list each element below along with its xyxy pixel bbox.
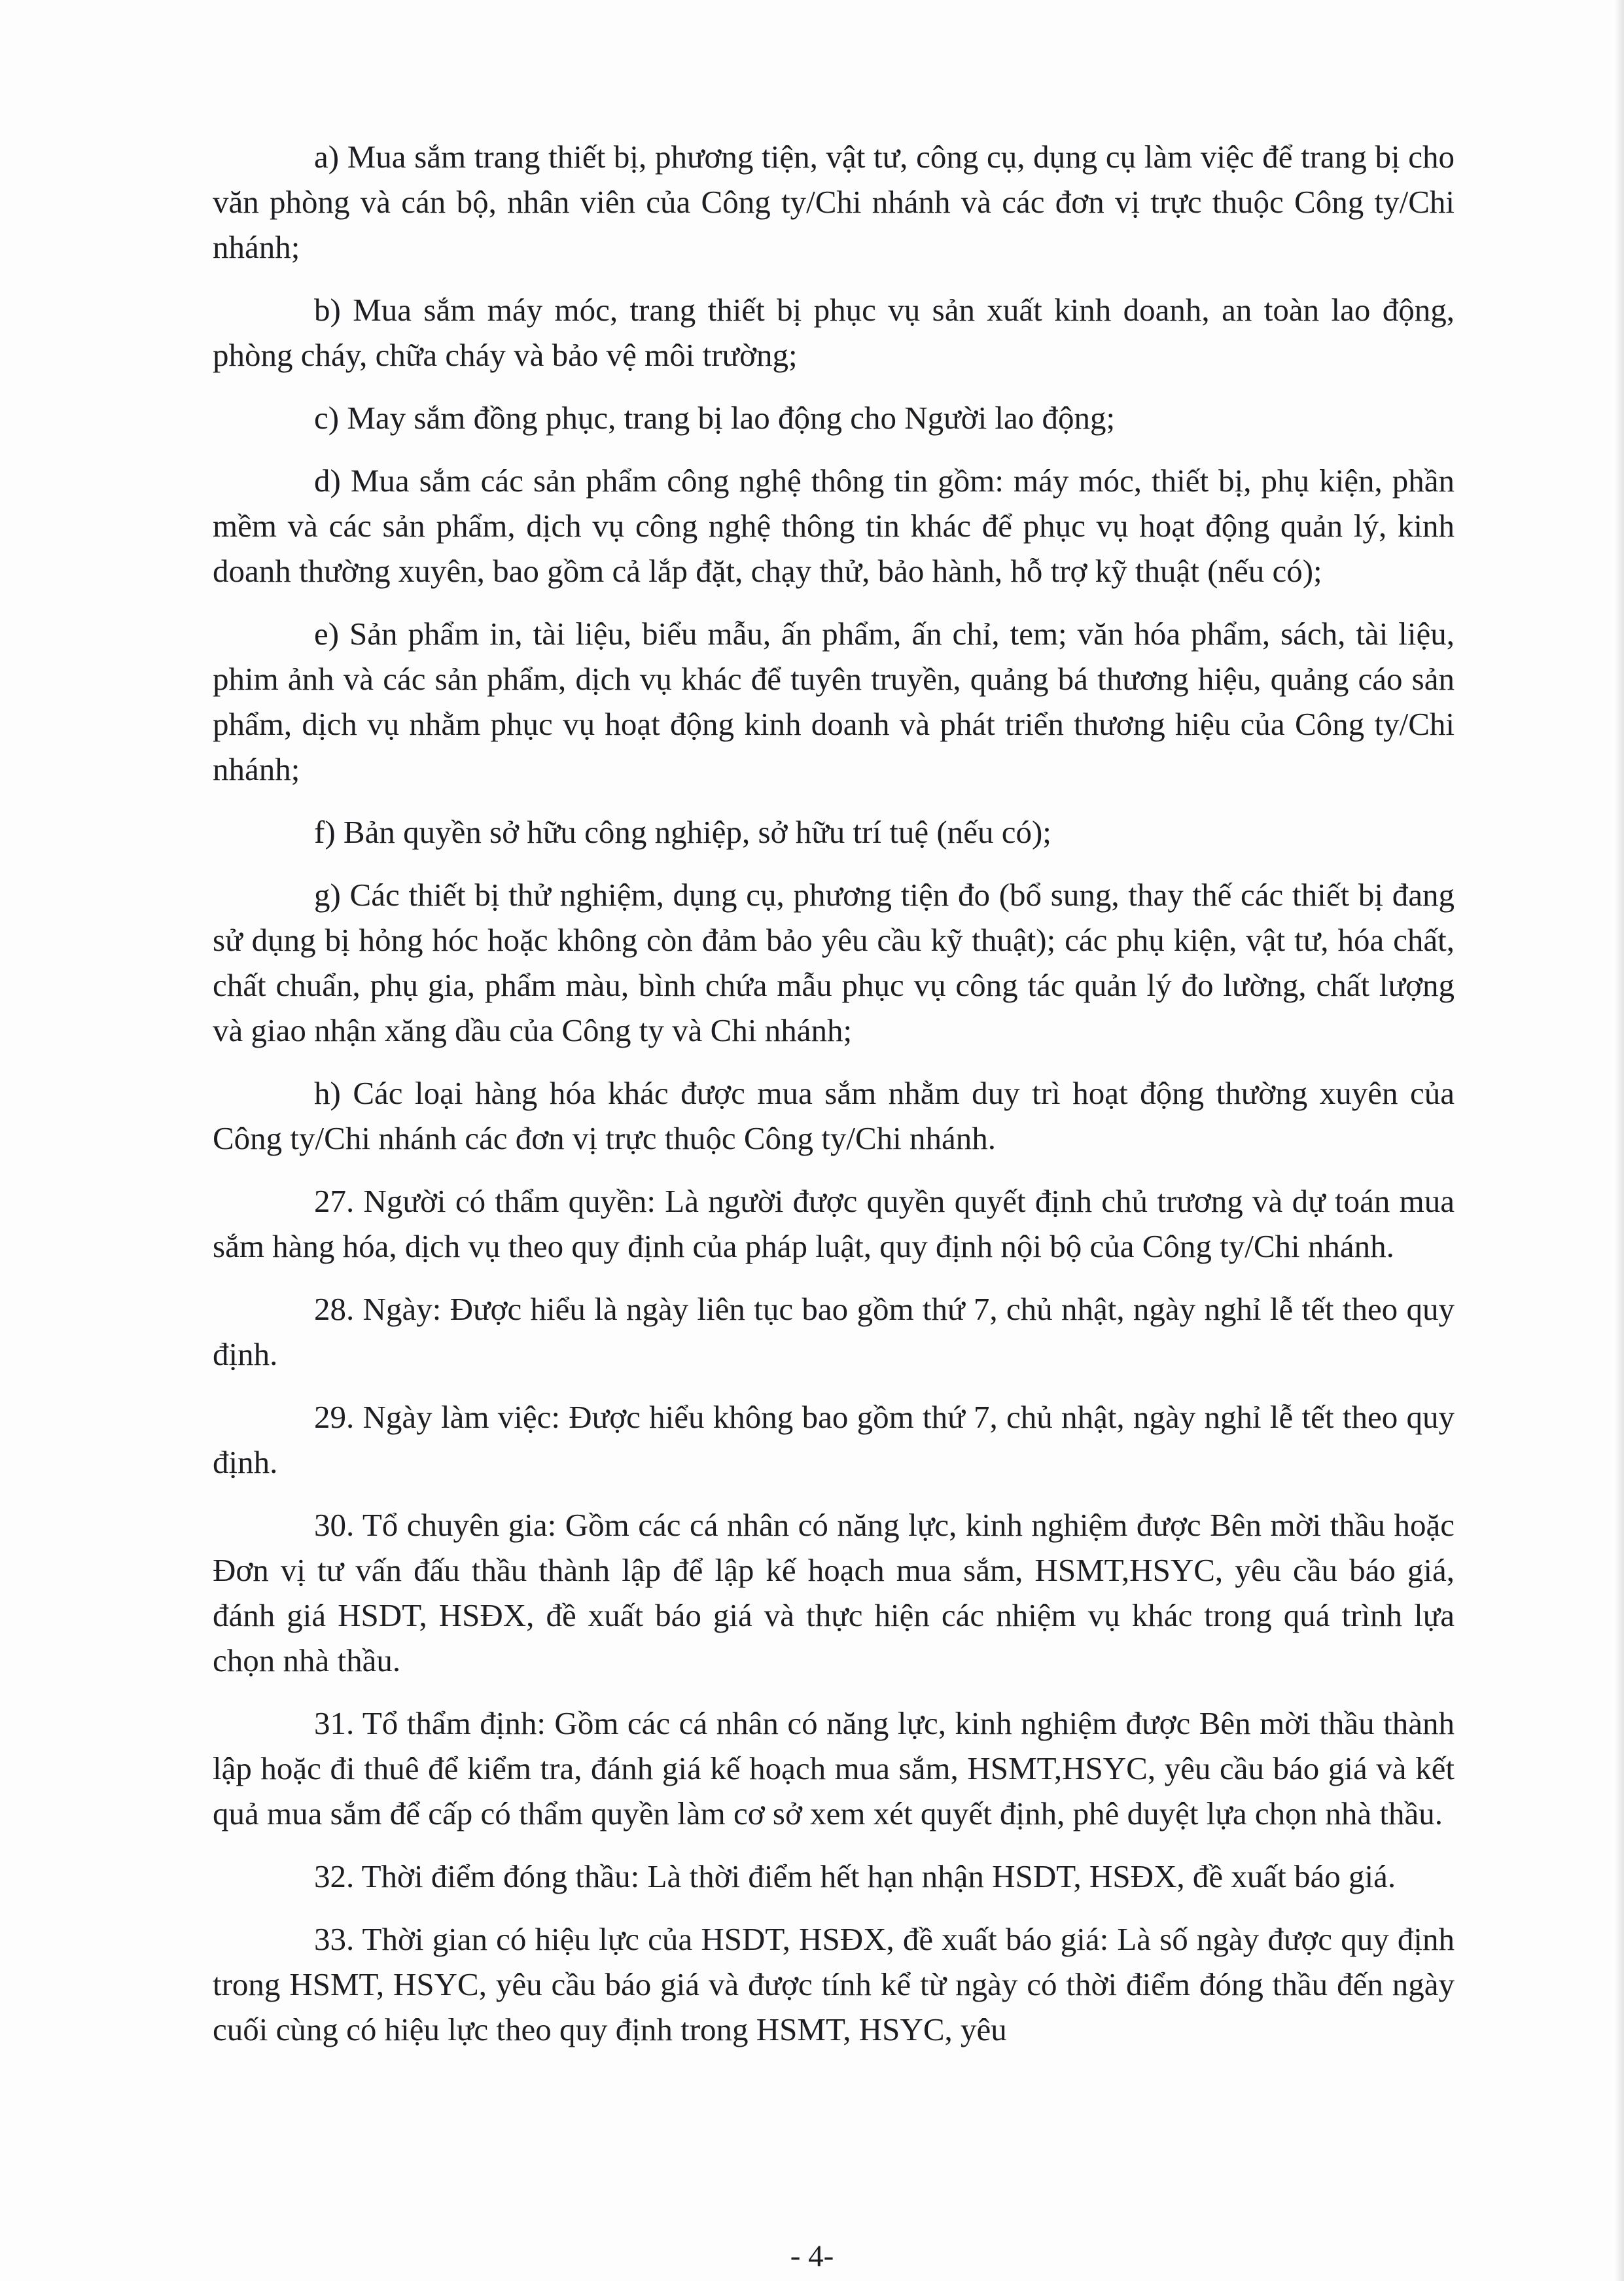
- item-d-paragraph: d) Mua sắm các sản phẩm công nghệ thông tin gồm: máy móc, thiết bị, phụ kiện, phần mềm và các sản phẩm, dịch vụ công nghệ thông tin khác để phục vụ hoạt động quản lý, kinh doanh thường xuyên, bao gồm cả lắp đặt, chạy thử, bảo hành, hỗ trợ kỹ thuật (nếu có);: [213, 463, 1455, 589]
- page-body: [213, 134, 1455, 2070]
- definition-29-paragraph: 29. Ngày làm việc: Được hiểu không bao gồm thứ 7, chủ nhật, ngày nghỉ lễ tết theo quy định.: [213, 1399, 1455, 1480]
- item-c-paragraph: c) May sắm đồng phục, trang bị lao động cho Người lao động;: [314, 400, 1116, 436]
- item-e-paragraph: e) Sản phẩm in, tài liệu, biểu mẫu, ấn phẩm, ấn chỉ, tem; văn hóa phẩm, sách, tài liệu, phim ảnh và các sản phẩm, dịch vụ khác để tuyên truyền, quảng bá thương hiệu, quảng cáo sản phẩm, dịch vụ nhằm phục vụ hoạt động kinh doanh và phát triển thương hiệu của Công ty/Chi nhánh;: [213, 616, 1455, 787]
- definition-33-paragraph: 33. Thời gian có hiệu lực của HSDT, HSĐX, đề xuất báo giá: Là số ngày được quy định trong HSMT, HSYC, yêu cầu báo giá và được tính kể từ ngày có thời điểm đóng thầu đến ngày cuối cùng có hiệu lực theo quy định trong HSMT, HSYC, yêu: [213, 1921, 1455, 2047]
- definition-32-paragraph: 32. Thời điểm đóng thầu: Là thời điểm hết hạn nhận HSDT, HSĐX, đề xuất báo giá.: [314, 1858, 1396, 1894]
- item-g-paragraph: g) Các thiết bị thử nghiệm, dụng cụ, phương tiện đo (bổ sung, thay thế các thiết bị đang sử dụng bị hỏng hóc hoặc không còn đảm bảo yêu cầu kỹ thuật); các phụ kiện, vật tư, hóa chất, chất chuẩn, phụ gia, phẩm màu, bình chứa mẫu phục vụ công tác quản lý đo lường, chất lượng và giao nhận xăng dầu của Công ty và Chi nhánh;: [213, 877, 1455, 1048]
- item-f-paragraph: f) Bản quyền sở hữu công nghiệp, sở hữu trí tuệ (nếu có);: [314, 814, 1051, 850]
- item-h-paragraph: h) Các loại hàng hóa khác được mua sắm nhằm duy trì hoạt động thường xuyên của Công ty/Chi nhánh các đơn vị trực thuộc Công ty/Chi nhánh.: [213, 1075, 1455, 1156]
- scan-edge-shadow: [1615, 0, 1624, 2281]
- item-a-paragraph: a) Mua sắm trang thiết bị, phương tiện, vật tư, công cụ, dụng cụ làm việc để trang bị cho văn phòng và cán bộ, nhân viên của Công ty/Chi nhánh và các đơn vị trực thuộc Công ty/Chi nhánh;: [213, 139, 1455, 265]
- definition-31-paragraph: 31. Tổ thẩm định: Gồm các cá nhân có năng lực, kinh nghiệm được Bên mời thầu thành lập hoặc đi thuê để kiểm tra, đánh giá kế hoạch mua sắm, HSMT,HSYC, yêu cầu báo giá và kết quả mua sắm để cấp có thẩm quyền làm cơ sở xem xét quyết định, phê duyệt lựa chọn nhà thầu.: [213, 1705, 1455, 1831]
- definition-28-paragraph: 28. Ngày: Được hiểu là ngày liên tục bao gồm thứ 7, chủ nhật, ngày nghỉ lễ tết theo quy định.: [213, 1291, 1455, 1372]
- definition-27-paragraph: 27. Người có thẩm quyền: Là người được quyền quyết định chủ trương và dự toán mua sắm hàng hóa, dịch vụ theo quy định của pháp luật, quy định nội bộ của Công ty/Chi nhánh.: [213, 1183, 1455, 1264]
- item-b-paragraph: b) Mua sắm máy móc, trang thiết bị phục vụ sản xuất kinh doanh, an toàn lao động, phòng cháy, chữa cháy và bảo vệ môi trường;: [213, 292, 1455, 373]
- page-number: - 4-: [790, 2239, 834, 2273]
- definition-30-paragraph: 30. Tổ chuyên gia: Gồm các cá nhân có năng lực, kinh nghiệm được Bên mời thầu hoặc Đơn vị tư vấn đấu thầu thành lập để lập kế hoạch mua sắm, HSMT,HSYC, yêu cầu báo giá, đánh giá HSDT, HSĐX, đề xuất báo giá và thực hiện các nhiệm vụ khác trong quá trình lựa chọn nhà thầu.: [213, 1507, 1455, 1678]
